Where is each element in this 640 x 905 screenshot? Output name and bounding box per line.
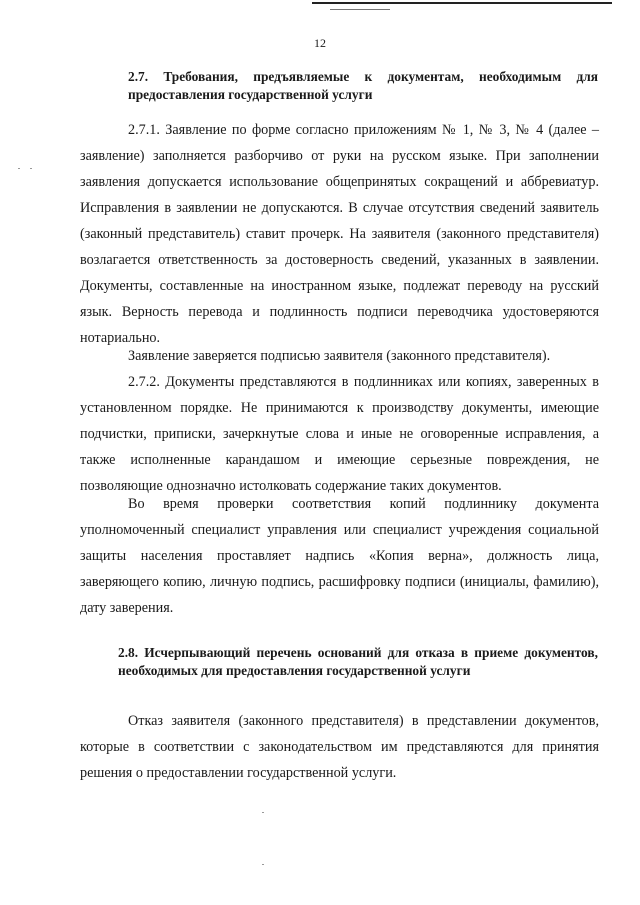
paragraph-2-7-1: 2.7.1. Заявление по форме согласно приложениям № 1, № 3, № 4 (далее – заявление) заполняется разборчиво от руки на русском языке. При заполнении заявления допускается использование общепринятых сокращений и аббревиатур. Исправления в заявлении не допускаются. В случае отсутствия сведений заявитель (законный представитель) ставит прочерк. На заявителя (законного представителя) возлагается ответственность за достоверность сведений, указанных в заявлении. Документы, составленные на иностранном языке, подлежат переводу на русский язык. Верность перевода и подлинность подписи переводчика удостоверяются нотариально. bbox=[80, 122, 599, 346]
paragraph-copy-verification: Во время проверки соответствия копий подлиннику документа уполномоченный специалист управления или специалист учреждения социальной защиты населения проставляет надпись «Копия верна», должность лица, заверяющего копию, личную подпись, расшифровку подписи (инициалы, фамилию), дату заверения. bbox=[80, 496, 599, 616]
paragraph-refusal: Отказ заявителя (законного представителя) в представлении документов, которые в соответствии с законодательством им представляются для принятия решения о предоставлении государственной услуги. bbox=[80, 713, 599, 781]
top-rule bbox=[312, 2, 612, 4]
scan-speck bbox=[262, 812, 264, 813]
page-number: 12 bbox=[314, 36, 326, 50]
section-heading-2-8: 2.8. Исчерпывающий перечень оснований для отказа в приеме документов, необходимых для предоставления государственной услуги bbox=[118, 645, 598, 678]
scan-speck bbox=[18, 168, 20, 169]
paragraph-2-7-2: 2.7.2. Документы представляются в подлинниках или копиях, заверенных в установленном порядке. Не принимаются к производству документы, имеющие подчистки, приписки, зачеркнутые слова и иные не оговоренные исправления, а также исполненные карандашом и имеющие серьезные повреждения, не позволяющие однозначно истолковать содержание таких документов. bbox=[80, 374, 599, 494]
paragraph-signature: Заявление заверяется подписью заявителя (законного представителя). bbox=[128, 348, 551, 364]
scan-speck bbox=[262, 864, 264, 865]
scan-speck bbox=[30, 168, 32, 169]
section-heading-2-7: 2.7. Требования, предъявляемые к документам, необходимым для предоставления государственной услуги bbox=[128, 69, 598, 102]
top-rule-dash bbox=[330, 9, 390, 10]
